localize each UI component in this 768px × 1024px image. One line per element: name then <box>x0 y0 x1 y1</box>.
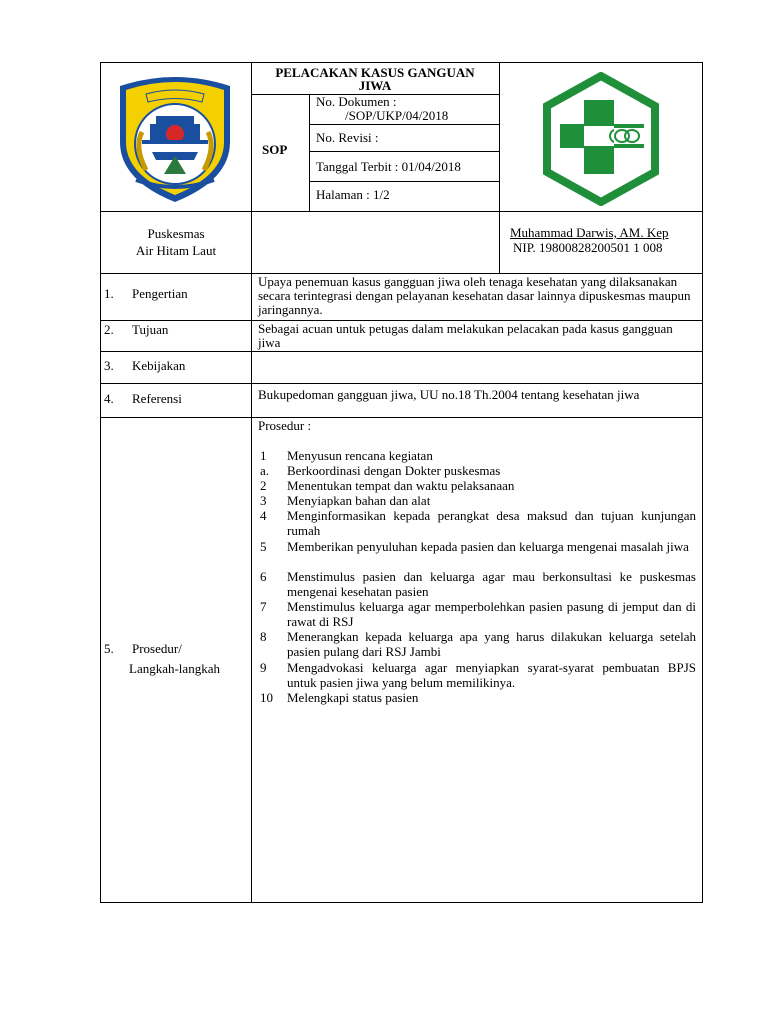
revisi-row-divider <box>309 151 499 152</box>
procedure-step: 3 Menyiapkan bahan dan alat <box>260 493 431 508</box>
label-pengertian: 1. Pengertian <box>104 286 188 301</box>
sop-column-divider <box>309 94 310 211</box>
dokumen-row-divider <box>309 124 499 125</box>
table-border-right <box>702 62 703 903</box>
document-title-line-2: JIWA <box>358 78 392 93</box>
label-prosedur: 5. Prosedur/ <box>104 641 182 656</box>
procedure-step: 4 Menginformasikan kepada perangkat desa maksud dan tujuan kunjungan rumah <box>260 508 696 538</box>
no-dokumen-value: /SOP/UKP/04/2018 <box>345 108 449 123</box>
label-referensi: 4. Referensi <box>104 391 182 406</box>
procedure-step: 9 Mengadvokasi keluarga agar menyiapkan syarat-syarat pembuatan BPJS untuk pasien jiwa yang belum memilikinya. <box>260 660 696 690</box>
label-kebijakan: 3. Kebijakan <box>104 358 186 373</box>
referensi-text: Bukupedoman gangguan jiwa, UU no.18 Th.2004 tentang kesehatan jiwa <box>258 387 640 402</box>
no-revisi-label: No. Revisi : <box>316 130 379 145</box>
pengertian-text: Upaya penemuan kasus gangguan jiwa oleh tenaga kesehatan yang dilaksanakan secara terintegrasi dengan pelayanan kesehatan dasar lainnya dipuskesmas maupun jaringannya. <box>258 274 691 317</box>
column-divider-left <box>251 62 252 903</box>
procedure-step: 6 Menstimulus pasien dan keluarga agar mau berkonsultasi ke puskesmas mengenai kesehatan pasien <box>260 569 696 599</box>
table-border-top <box>100 62 703 63</box>
procedure-step: 7 Menstimulus keluarga agar memperbolehkan pasien pasung di jemput dan di rawat di RSJ <box>260 599 696 629</box>
row-divider-5 <box>100 417 703 418</box>
signatory-nip: NIP. 19800828200501 1 008 <box>513 240 663 255</box>
label-langkah: Langkah-langkah <box>129 661 220 676</box>
procedure-step: 2 Menentukan tempat dan waktu pelaksanaan <box>260 478 515 493</box>
procedure-step: a. Berkoordinasi dengan Dokter puskesmas <box>260 463 501 478</box>
procedure-step: 8 Menerangkan kepada keluarga apa yang harus dilakukan keluarga setelah pasien pulang dari RSJ Jambi <box>260 629 696 659</box>
table-border-bottom <box>100 902 703 903</box>
procedure-step: 1 Menyusun rencana kegiatan <box>260 448 433 463</box>
procedure-step: 5 Memberikan penyuluhan kepada pasien dan keluarga mengenai masalah jiwa <box>260 539 689 554</box>
label-tujuan: 2. Tujuan <box>104 322 169 337</box>
column-divider-right <box>499 62 500 273</box>
no-dokumen-label: No. Dokumen : <box>316 94 397 109</box>
document-title-line: PELACAKAN KASUS GANGUAN <box>275 65 475 80</box>
tujuan-text: Sebagai acuan untuk petugas dalam melakukan pelacakan pada kasus gangguan jiwa <box>258 321 673 350</box>
halaman-label: Halaman : 1/2 <box>316 187 390 202</box>
org-name-line2: Air Hitam Laut <box>135 243 217 258</box>
sop-label: SOP <box>262 142 288 157</box>
table-border-left <box>100 62 101 903</box>
puskesmas-logo <box>540 72 662 206</box>
row-divider-3 <box>100 351 703 352</box>
row-divider-4 <box>100 383 703 384</box>
tanggal-terbit-label: Tanggal Terbit : 01/04/2018 <box>316 159 461 174</box>
prosedur-heading: Prosedur : <box>258 418 312 433</box>
signatory-name: Muhammad Darwis, AM. Kep <box>510 225 669 240</box>
tanggal-row-divider <box>309 181 499 182</box>
procedure-step: 10 Melengkapi status pasien <box>260 690 419 705</box>
org-name-line1: Puskesmas <box>147 226 205 241</box>
header-bottom-divider <box>100 211 703 212</box>
regency-shield-logo <box>112 72 238 206</box>
